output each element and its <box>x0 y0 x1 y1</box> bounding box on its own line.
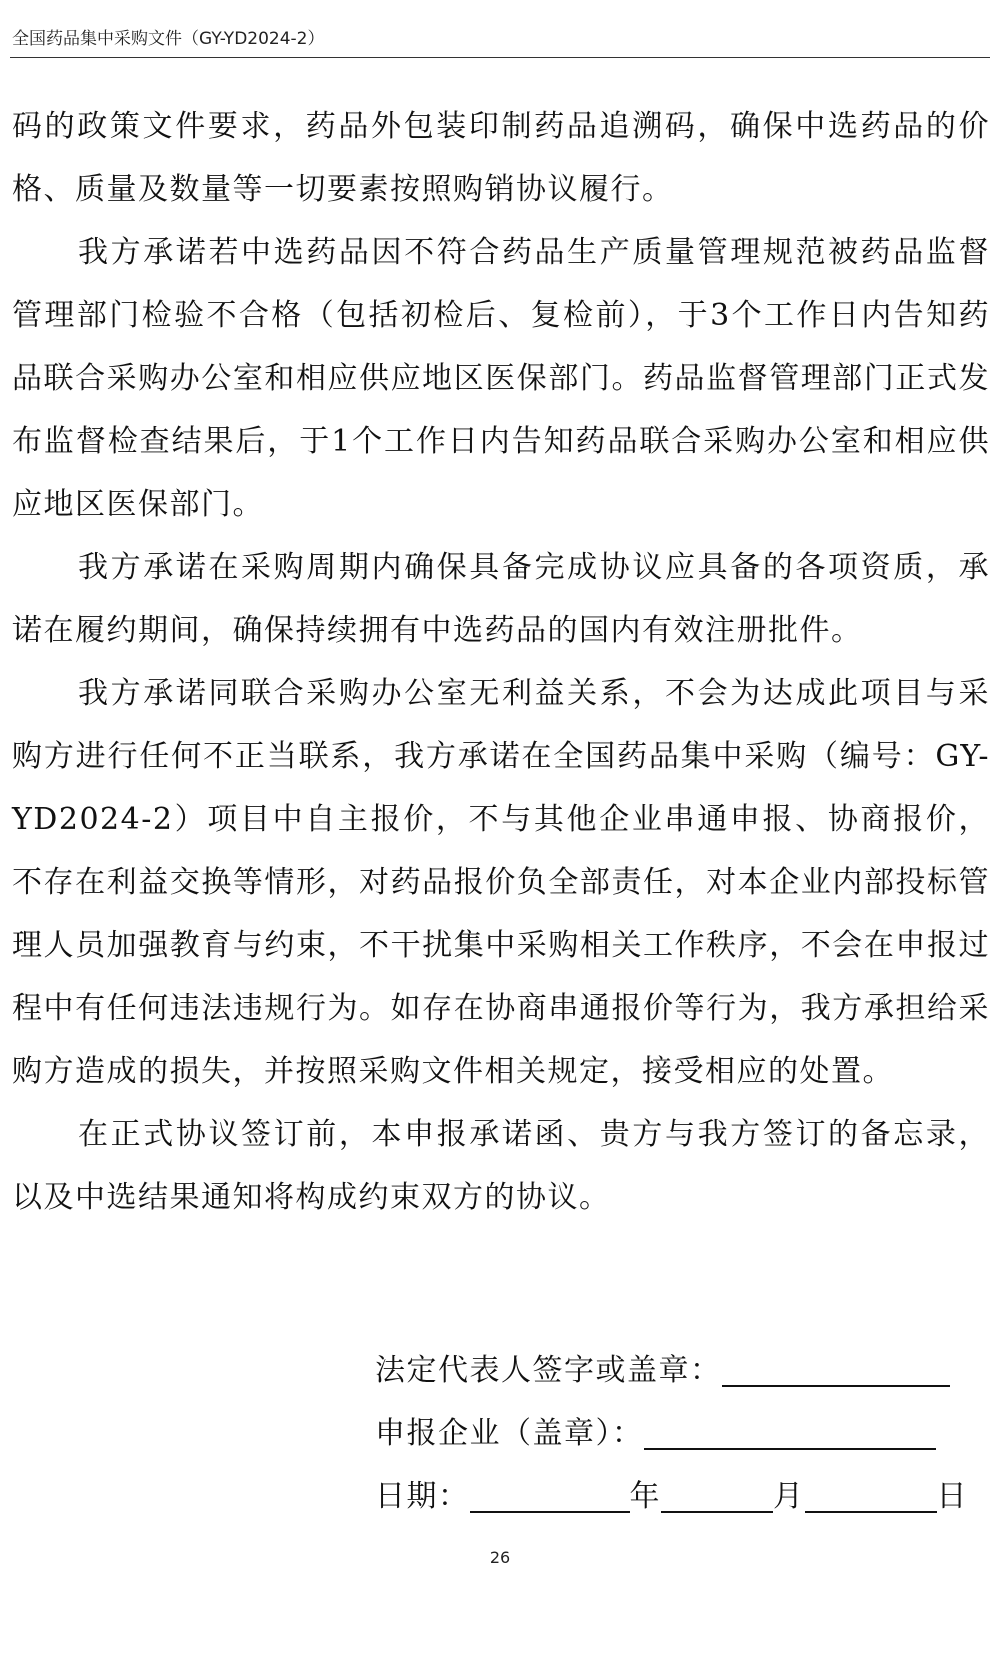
legal-rep-signature-row <box>375 1335 985 1398</box>
date-row <box>375 1461 985 1524</box>
legal-rep-signature-line[interactable] <box>722 1359 950 1387</box>
company-seal-line[interactable] <box>644 1422 936 1450</box>
paragraph-no-collusion: 我方承诺同联合采购办公室无利益关系，不会为达成此项目与采购方进行任何不正当联系，我方承诺在全国药品集中采购（编号：GY-YD2024-2）项目中自主报价，不与其他企业串通申报、协商报价，不存在利益交换等情形，对药品报价负全部责任，对本企业内部投标管理人员加强教育与约束，不干扰集中采购相关工作秩序，不会在申报过程中有任何违法违规行为。如存在协商串通报价等行为，我方承担给采购方造成的损失，并按照采购文件相关规定，接受相应的处置。 <box>12 676 990 1089</box>
header-divider <box>10 57 990 58</box>
day-unit: 日 <box>936 1478 968 1514</box>
company-seal-label: 申报企业（盖章）： <box>375 1415 644 1451</box>
paragraph-quality-notification: 我方承诺若中选药品因不符合药品生产质量管理规范被药品监督管理部门检验不合格（包括初检后、复检前），于3个工作日内告知药品联合采购办公室和相应供应地区医保部门。药品监督管理部门正式发布监督检查结果后，于1个工作日内告知药品联合采购办公室和相应供应地区医保部门。 <box>12 235 990 522</box>
month-blank[interactable] <box>661 1485 773 1513</box>
paragraph-qualification: 我方承诺在采购周期内确保具备完成协议应具备的各项资质，承诺在履约期间，确保持续拥有中选药品的国内有效注册批件。 <box>12 550 990 648</box>
signature-block <box>375 1335 985 1524</box>
company-seal-row <box>375 1398 985 1461</box>
paragraph-agreement: 在正式协议签订前，本申报承诺函、贵方与我方签订的备忘录，以及中选结果通知将构成约束双方的协议。 <box>12 1117 990 1215</box>
document-header: 全国药品集中采购文件（GY-YD2024-2） <box>12 29 325 49</box>
document-body <box>12 95 990 1229</box>
legal-rep-label: 法定代表人签字或盖章： <box>375 1352 722 1388</box>
year-unit: 年 <box>629 1478 661 1514</box>
year-blank[interactable] <box>470 1485 630 1513</box>
paragraph-policy-continuation: 码的政策文件要求，药品外包装印制药品追溯码，确保中选药品的价格、质量及数量等一切要素按照购销协议履行。 <box>12 109 990 207</box>
day-blank[interactable] <box>805 1485 937 1513</box>
month-unit: 月 <box>773 1478 805 1514</box>
date-label: 日期： <box>375 1478 470 1514</box>
page-number: 26 <box>489 1548 511 1567</box>
